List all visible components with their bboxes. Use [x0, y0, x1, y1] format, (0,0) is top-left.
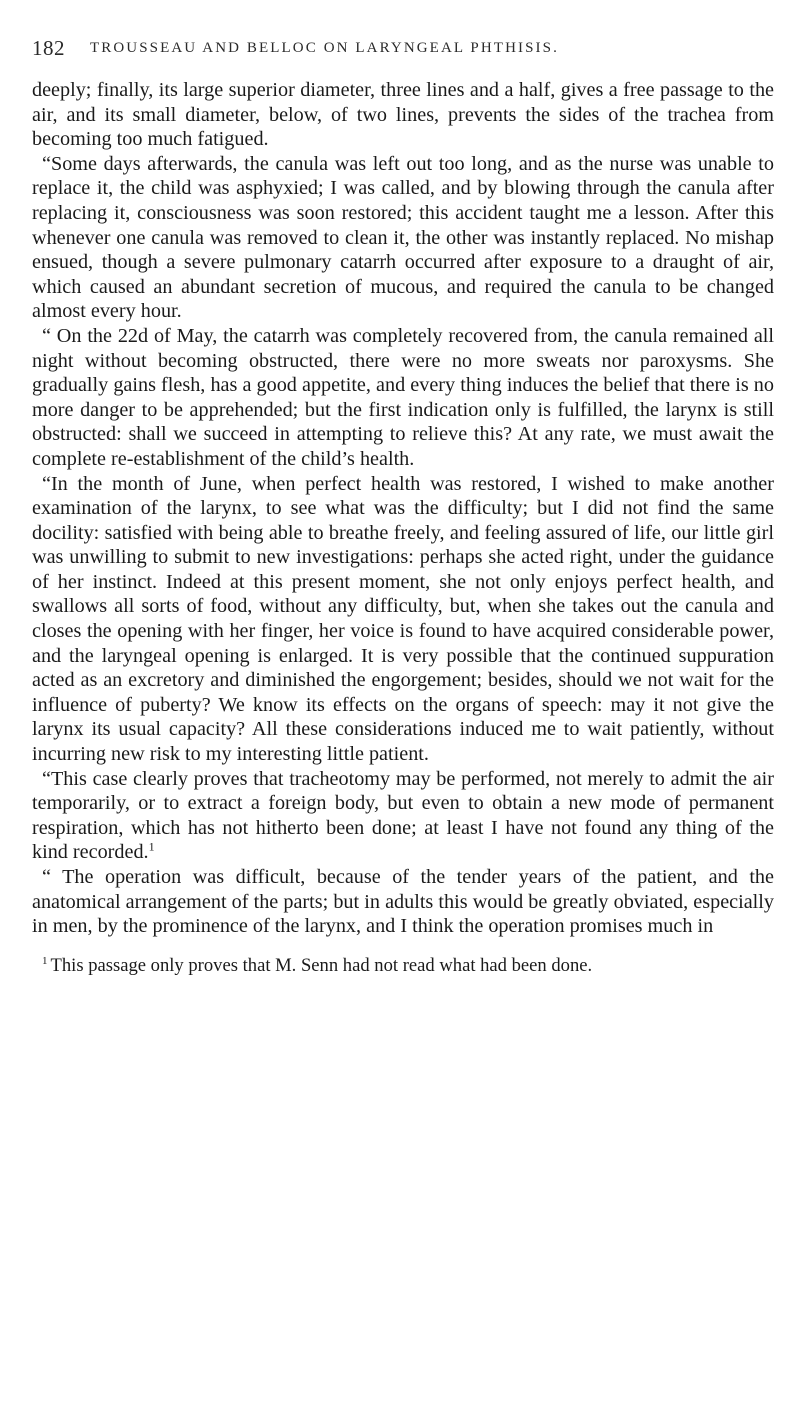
body-text — [32, 78, 774, 939]
page-number: 182 — [32, 36, 65, 60]
footnote-mark: 1 — [42, 954, 48, 967]
book-page — [32, 30, 774, 977]
footnote — [32, 955, 774, 977]
paragraph: “ On the 22d of May, the catarrh was completely recovered from, the canula remained all night without becoming obstructed, there were no more sweats nor paroxysms. She gradually gains flesh, has a good appetite, and every thing induces the belief that there is no more danger to be apprehended; but the first indication only is fulfilled, the larynx is still obstructed: shall we succeed in attempting to relieve this? At any rate, we must await the complete re-establishment of the child’s health. — [32, 324, 774, 470]
paragraph-text: “This case clearly proves that tracheotomy may be performed, not merely to admit the air temporarily, or to extract a foreign body, but even to obtain a new mode of permanent respiration, which has not hitherto been done; at least I have not found any thing of the kind recorded. — [32, 767, 774, 864]
paragraph — [32, 767, 774, 865]
page-header — [32, 30, 774, 70]
footnote-text: This passage only proves that M. Senn had not read what had been done. — [50, 954, 593, 976]
running-title: TROUSSEAU AND BELLOC ON LARYNGEAL PHTHISIS. — [90, 40, 559, 56]
paragraph: deeply; finally, its large superior diameter, three lines and a half, gives a free passage to the air, and its small diameter, below, of two lines, prevents the sides of the trachea from becoming too much fatigued. — [32, 79, 774, 151]
paragraph: “ The operation was difficult, because of the tender years of the patient, and the anatomical arrangement of the parts; but in adults this would be greatly obviated, especially in men, by the prominence of the larynx, and I think the operation promises much in — [32, 866, 774, 938]
paragraph: “Some days afterwards, the canula was left out too long, and as the nurse was unable to replace it, the child was asphyxied; I was called, and by blowing through the canula after replacing it, consciousness was soon restored; this accident taught me a lesson. After this whenever one canula was removed to clean it, the other was instantly replaced. No mishap ensued, though a severe pulmonary catarrh occurred after exposure to a draught of air, which caused an abundant secretion of mucous, and required the canula to be changed almost every hour. — [32, 152, 774, 323]
paragraph: “In the month of June, when perfect health was restored, I wished to make another examination of the larynx, to see what was the difficulty; but I did not find the same docility: satisfied with being able to breathe freely, and feeling assured of life, our little girl was unwilling to submit to new investigations: perhaps she acted right, under the guidance of her instinct. Indeed at this present moment, she not only enjoys perfect health, and swallows all sorts of food, without any difficulty, but, when she takes out the canula and closes the opening with her finger, her voice is found to have acquired considerable power, and the laryngeal opening is enlarged. It is very possible that the continued suppuration acted as an excretory and diminished the engorgement; besides, should we not wait for the influence of puberty? We know its effects on the organs of speech: may it not give the larynx its usual capacity? All these considerations induced me to wait patiently, without incurring new risk to my interesting little patient. — [32, 472, 774, 766]
footnote-reference: 1 — [148, 839, 155, 854]
